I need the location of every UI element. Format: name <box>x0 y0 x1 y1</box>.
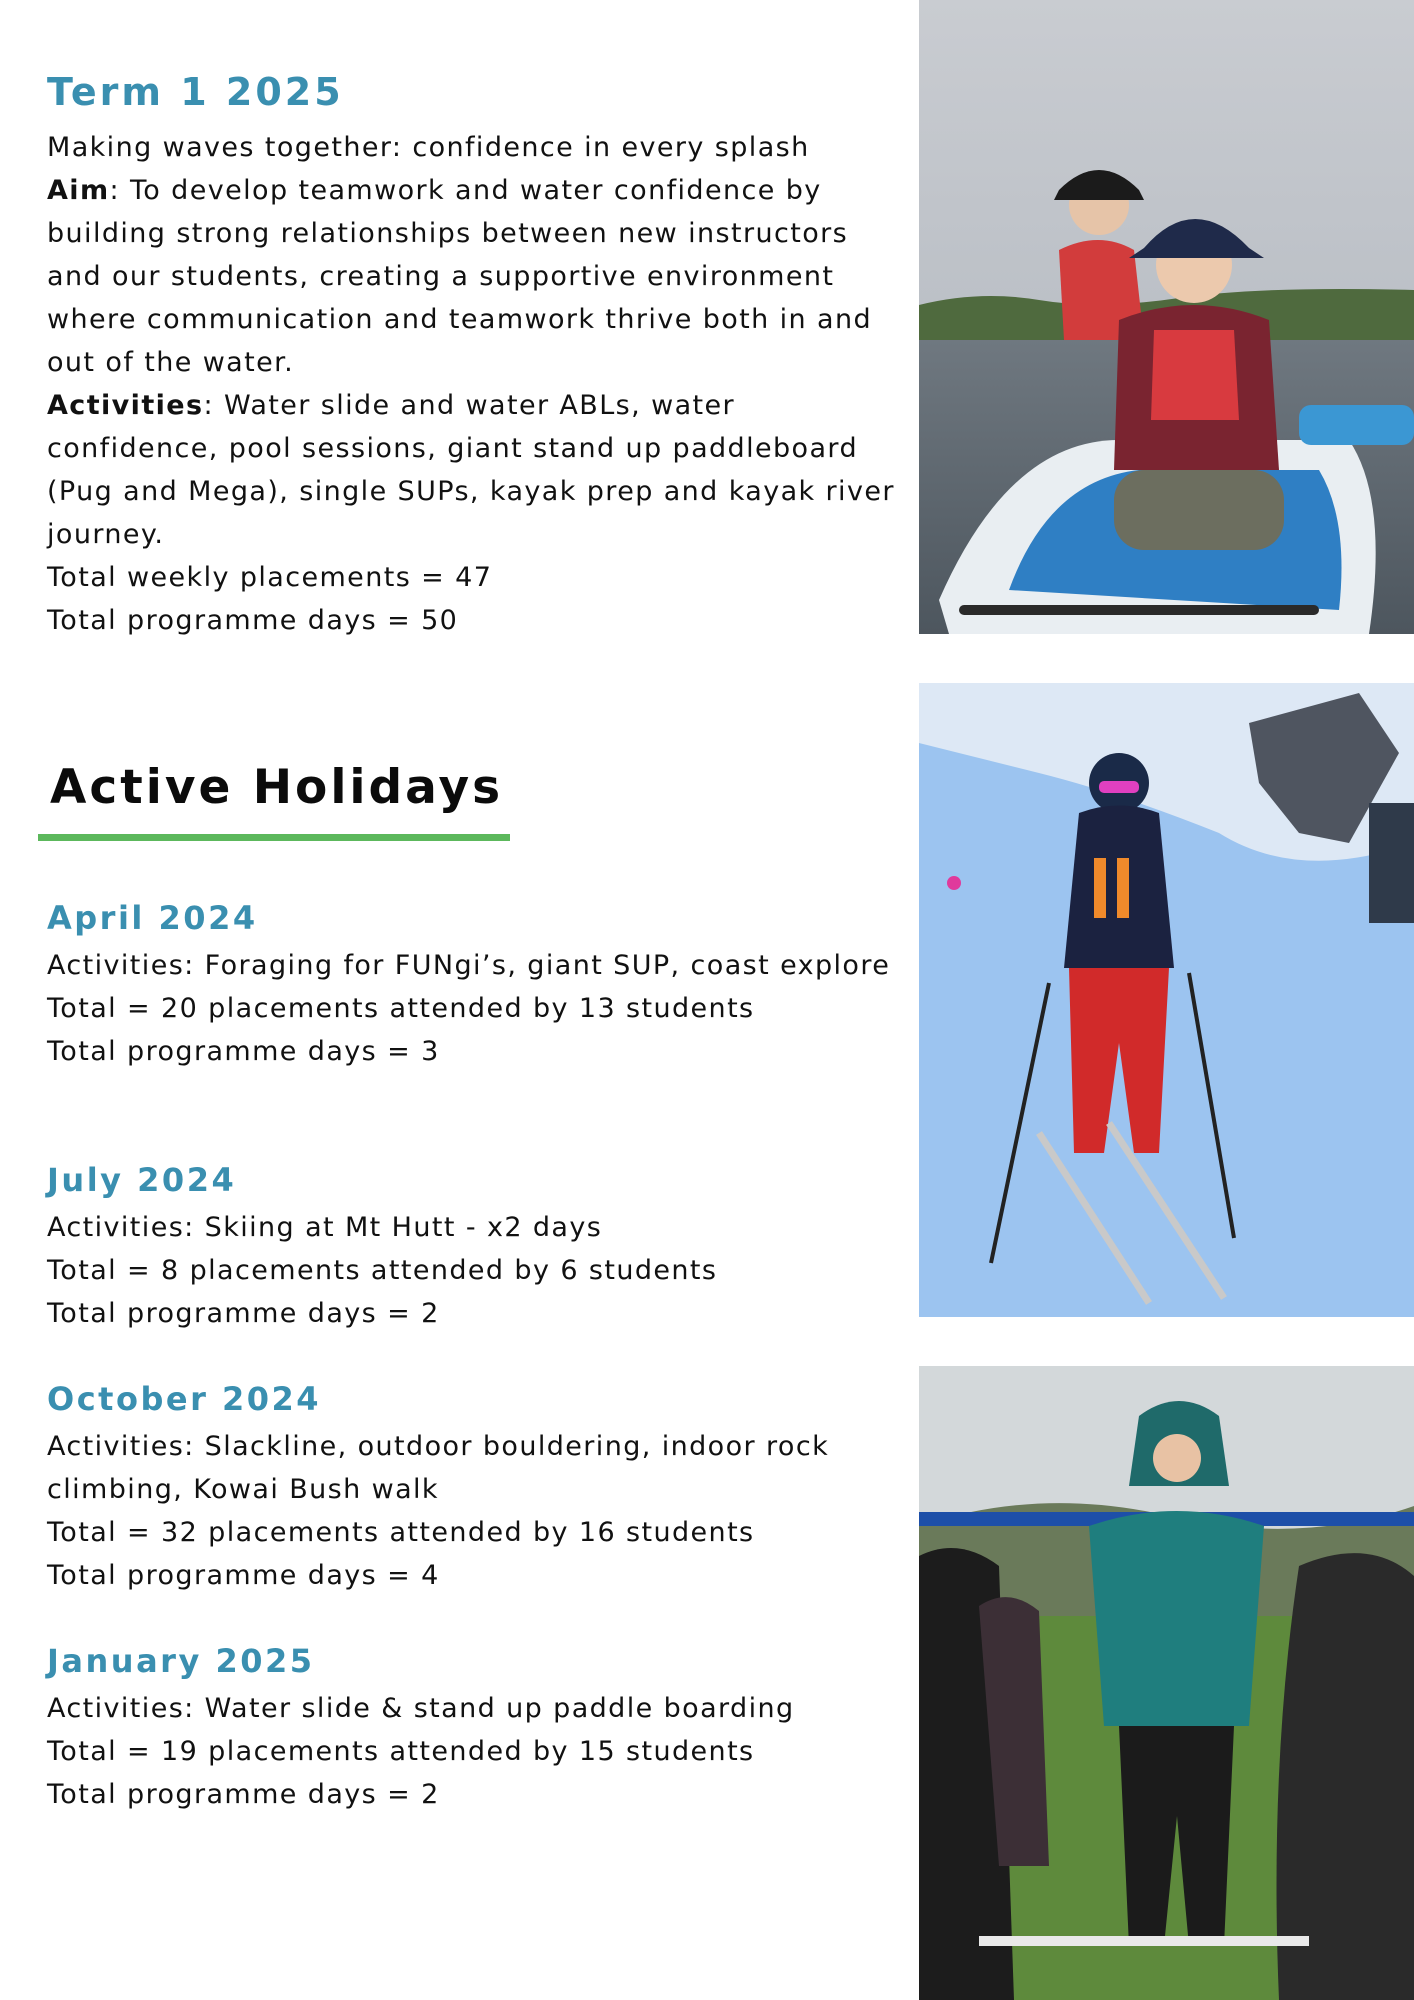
term-title: Term 1 2025 <box>47 70 344 114</box>
term-tagline: Making waves together: confidence in every splash <box>47 132 810 163</box>
aim-text: : To develop teamwork and water confidence by building strong relationships between new instructors and our students, creating a supportive environment where communication and teamwork thrive both in and out of the water. <box>47 175 873 378</box>
section-october-2024 <box>47 1425 897 1597</box>
section-days: Total programme days = 4 <box>47 1560 440 1591</box>
section-heading-april-2024: April 2024 <box>47 899 258 937</box>
term-description <box>47 126 907 642</box>
section-january-2025 <box>47 1687 897 1816</box>
title-underline <box>38 834 510 841</box>
section-heading-january-2025: January 2025 <box>47 1642 315 1680</box>
activities-label: Activities <box>47 390 204 421</box>
section-april-2024 <box>47 944 897 1073</box>
section-placements: Total = 20 placements attended by 13 students <box>47 993 755 1024</box>
section-placements: Total = 19 placements attended by 15 students <box>47 1736 755 1767</box>
term-aim <box>47 169 907 384</box>
section-days: Total programme days = 3 <box>47 1036 440 1067</box>
section-placements: Total = 8 placements attended by 6 students <box>47 1255 718 1286</box>
section-days: Total programme days = 2 <box>47 1298 440 1329</box>
slackline-photo <box>919 1366 1414 2000</box>
section-days: Total programme days = 2 <box>47 1779 440 1810</box>
section-activities: Activities: Skiing at Mt Hutt - x2 days <box>47 1212 603 1243</box>
skiing-photo <box>919 683 1414 1317</box>
section-activities: Activities: Water slide & stand up paddle boarding <box>47 1693 795 1724</box>
term-weekly-placements: Total weekly placements = 47 <box>47 562 493 593</box>
section-placements: Total = 32 placements attended by 16 students <box>47 1517 755 1548</box>
term-activities <box>47 384 907 556</box>
section-july-2024 <box>47 1206 897 1335</box>
active-holidays-title: Active Holidays <box>50 760 504 815</box>
section-heading-october-2024: October 2024 <box>47 1380 322 1418</box>
aim-label: Aim <box>47 175 110 206</box>
activities-text: : Water slide and water ABLs, water confidence, pool sessions, giant stand up paddleboard (Pug and Mega), single SUPs, kayak prep and kayak river journey. <box>47 390 895 550</box>
section-heading-july-2024: July 2024 <box>47 1161 237 1199</box>
section-activities: Activities: Foraging for FUNgi’s, giant SUP, coast explore <box>47 950 891 981</box>
section-activities: Activities: Slackline, outdoor bouldering, indoor rock climbing, Kowai Bush walk <box>47 1431 830 1505</box>
paddleboard-photo <box>919 0 1414 634</box>
term-programme-days: Total programme days = 50 <box>47 605 459 636</box>
